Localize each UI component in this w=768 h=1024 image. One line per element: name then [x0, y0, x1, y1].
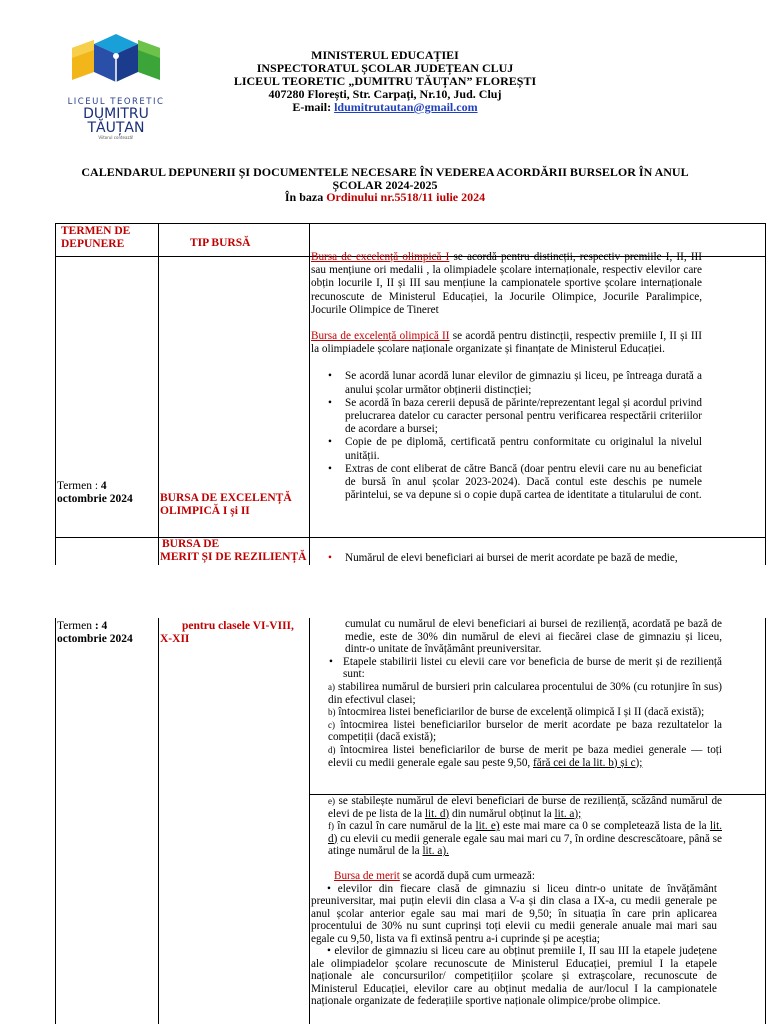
table-col-divider-2: [309, 223, 310, 565]
table-col-divider: [158, 223, 159, 565]
page2-classes: pentru clasele VI-VIII, X-XII: [160, 620, 294, 645]
row2-bullet-text: Numărul de elevi beneficiari ai bursei de merit acordate pe bază de medie,: [345, 552, 678, 564]
title-line2: ȘCOLAR 2024-2025: [332, 177, 438, 192]
merit-intro: [311, 870, 717, 883]
header-line1: MINISTERUL EDUCAȚIEI: [311, 48, 459, 62]
title-basis: [60, 191, 710, 204]
email-label: E-mail:: [292, 100, 332, 114]
step-item-e: e) se stabilește numărul de elevi beneficiari de burse de reziliență, scăzând numărul de elevi de pe lista de la lit. d) din numărul obținut la lit. a);: [328, 795, 722, 820]
page2-deadline-day: : 4: [94, 620, 108, 632]
table-top-border: [55, 223, 766, 224]
page2-merit: [311, 870, 717, 1008]
step-item-f: f) în cazul în care numărul de la lit. e) este mai mare ca 0 se completează lista de la lit. d) cu elevii cu medii generale egale sau mai mari cu 7, în ordine descrescătoare, până se atinge numărul de la lit. a).: [328, 820, 722, 857]
logo-line2: DUMITRU: [83, 106, 149, 122]
page2-col-divider-2: [309, 618, 310, 1024]
header-line4: 407280 Florești, Str. Carpați, Nr.10, Jud. Cluj: [268, 87, 502, 101]
school-logo: [58, 30, 174, 140]
page2-cont: cumulat cu numărul de elevi beneficiari ai bursei de reziliență, acordată pe bază de medie, este de 30% din numărul de elevi ai fiecărei clase de gimnaziu și liceu, dintr-o unitate de învățământ preuniversitar.: [345, 618, 722, 656]
email-link[interactable]: ldumitrutautan@gmail.com: [334, 100, 478, 114]
page2-right-border: [765, 618, 766, 1024]
row2-type-line1: BURSA DE: [162, 538, 220, 550]
logo-line1: LICEUL TEORETIC: [67, 97, 165, 107]
row1-content: [311, 251, 702, 502]
col-header-type: TIP BURSĂ: [190, 237, 251, 249]
header-line3: LICEUL TEORETIC „DUMITRU TĂUȚAN” FLOREȘTI: [233, 74, 537, 88]
row2-first-bullet: • Numărul de elevi beneficiari ai bursei de merit acordate pe bază de medie,: [328, 552, 678, 564]
page2-deadline-month: octombrie 2024: [57, 633, 133, 645]
step-item: b) întocmirea listei beneficiarilor de burse de excelență olimpică I și II (dacă există);: [328, 706, 705, 719]
para-olympic-2: [311, 330, 702, 356]
deadline-label: Termen :: [57, 480, 99, 492]
page2-steps-ef: [311, 795, 722, 858]
list-item: • Copie de pe diplomă, certificată pentru conformitate cu originalul la nivelul unității.: [328, 436, 702, 462]
para-olympic-1-text: se acordă pentru distincții, respectiv premiile I, II, III sau mențiune ori medalii , la olimpiadele școlare internaționale, respectiv elevilor care obțin locurile I, II și III sau mențiune la campionatele sportive școlare internaționale recunoscute de Ministerul Educației, la Jocurile Olimpice, Jocurile Paralimpice, Jocurile Olimpice de Tineret: [311, 251, 702, 316]
table-left-border: [55, 223, 56, 565]
link-olympic-1[interactable]: Bursa de excelență olimpică I: [311, 251, 450, 263]
page2-deadline: [57, 620, 157, 646]
cube-logo-icon: [58, 30, 174, 90]
page2-content: [311, 618, 722, 769]
merit-bullet: • elevilor de gimnaziu si liceu care au obținut premiile I, II sau III la etapele județene ale olimpiadelor școlare recunoscute de Ministerul Educației, premiul I la etapele naționale ale concursurilor/ competițiilor școlare și extrașcolare, recunoscute de Ministerul Educației, elevilor care au obținut medalia de aur/locul I la campionatele naționale organizate de federațiile sportive naționale olimpice/probe olimpice.: [311, 945, 717, 1007]
deadline-month: octombrie 2024: [57, 493, 133, 505]
deadline-day: 4: [100, 480, 107, 492]
col-header-deadline: TERMEN DE DEPUNERE: [61, 225, 131, 250]
institution-header: [200, 49, 570, 114]
merit-intro-text: se acordă după cum urmează:: [402, 870, 535, 882]
header-line2: INSPECTORATUL ȘCOLAR JUDEȚEAN CLUJ: [256, 61, 514, 75]
link-olympic-2[interactable]: Bursa de excelență olimpică II: [311, 330, 450, 343]
title-line1: CALENDARUL DEPUNERII ȘI DOCUMENTELE NECESARE ÎN VEDEREA ACORDĂRII BURSELOR ÎN ANUL: [81, 165, 689, 179]
page2-deadline-label: Termen: [57, 620, 92, 632]
basis-order: Ordinului nr.5518/11 iulie 2024: [326, 190, 486, 204]
list-item: • Se acordă lunar acordă lunar elevilor de gimnaziu și liceu, pe întreaga durată a anului școlar următor obținerii distincției;: [328, 370, 702, 396]
para-olympic-2-text: se acordă pentru distincții, respectiv premiile I, II și III la olimpiadele școlare naționale organizate și finanțate de Ministerul Educației.: [311, 330, 703, 356]
document-title: [60, 166, 710, 204]
row2-type: [160, 538, 310, 563]
page2-left-border: [55, 618, 56, 1024]
list-item: • Se acordă în baza cererii depusă de părinte/reprezentant legal și acordul privind prelucrarea datelor cu caracter personal pentru verificarea respectării criteriilor de acordare a bursei;: [328, 396, 702, 436]
row1-deadline: [57, 480, 157, 506]
row1-type: BURSA DE EXCELENȚĂ OLIMPICĂ I și II: [160, 492, 292, 517]
logo-line3: TĂUȚAN: [87, 120, 145, 136]
page2-col-divider: [158, 618, 159, 1024]
para-olympic-1: [311, 251, 702, 317]
logo-tagline: Viitorul contează!: [98, 135, 134, 140]
basis-prefix: În baza: [284, 190, 324, 204]
list-item: • Extras de cont eliberat de către Bancă (doar pentru elevii care nu au beneficiat de bursă în anul școlar 2023-2024). Dacă contul este deschis pe numele părintelui, se va depune si o copie după cartea de identitate a titularului de cont.: [328, 462, 702, 502]
step-item: d) întocmirea listei beneficiarilor de burse de merit pe baza mediei generale — toți elevii cu medii generale egale sau peste 9,50, fără cei de la lit. b) și c);: [328, 743, 722, 769]
step-item: a) stabilirea numărul de bursieri prin calcularea procentului de 30% (cu rotunjire în sus) din efectivul clasei;: [328, 680, 723, 706]
table-right-border: [765, 223, 766, 565]
step-item: c) întocmirea listei beneficiarilor burselor de merit acordate pe baza rezultatelor la competiții (dacă există);: [328, 718, 722, 744]
page2-steps-title: • Etapele stabilirii listei cu elevii care vor beneficia de burse de merit și de reziliență sunt:: [329, 655, 722, 681]
row2-type-line2: MERIT ȘI DE REZILIENȚĂ: [160, 550, 307, 563]
link-merit[interactable]: Bursa de merit: [334, 870, 400, 882]
header-email-line: [200, 101, 570, 114]
merit-bullet: • elevilor din fiecare clasă de gimnaziu si liceu dintr-o unitate de învățământ preuniversitar, mai puțin elevii din clasa a V-a și din clasa a IX-a, cu medii generale pe anul școlar anterior egale sau mai mari de 9,50; în situația în care prin aplicarea procentului de 30% nu sunt cuprinși toți elevii cu medii generale anuale mai mari sau egale cu 9,50, lista va fi extinsă pentru a-i cuprinde și pe aceștia;: [311, 882, 717, 945]
